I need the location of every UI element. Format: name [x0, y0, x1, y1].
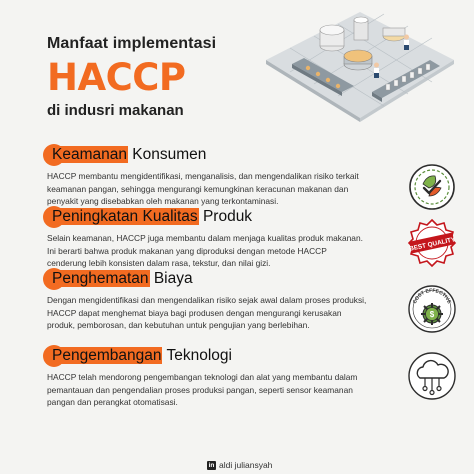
- title-highlight: Keamanan: [52, 146, 127, 163]
- title-rest: Konsumen: [127, 146, 207, 163]
- food-safety-check-icon: [407, 162, 457, 212]
- footer-credit: [207, 460, 272, 470]
- main-title: HACCP: [47, 56, 186, 99]
- title-rest: Biaya: [149, 270, 193, 287]
- sub-title: di indusri makanan: [47, 102, 184, 119]
- section-body: HACCP telah mendorong pengembangan teknologi dan alat yang membantu dalam pemantauan dan pengendalian proses produksi pangan, seperti sensor keamanan pangan dan perangkat otomatisasi.: [47, 372, 358, 408]
- badge-text: COST EFFECTIVE: [412, 287, 452, 305]
- author-name: aldi juliansyah: [219, 460, 273, 470]
- section-title: [47, 268, 457, 290]
- title-highlight: Penghematan: [52, 270, 149, 287]
- linkedin-icon: in: [208, 461, 215, 469]
- section-body: HACCP membantu mengidentifikasi, menganalisis, dan mengendalikan risiko terkait keamanan pangan, sehingga mengurangi kemungkinan keracunan makanan dan penyakit yang disebabkan oleh makanan yang terkontaminasi.: [47, 171, 359, 207]
- cloud-network-icon: [407, 351, 457, 401]
- section-penghematan-biaya: [47, 268, 457, 332]
- section-title: [47, 144, 457, 166]
- section-title: [47, 345, 457, 367]
- best-quality-stamp-icon: [407, 218, 457, 268]
- header: [47, 34, 267, 120]
- title-rest: Teknologi: [162, 347, 232, 364]
- section-pengembangan-teknologi: [47, 345, 457, 409]
- svg-text:$: $: [429, 310, 435, 319]
- stamp-text: BEST QUALITY: [408, 236, 456, 253]
- cost-effective-badge-icon: [407, 284, 457, 334]
- section-title: [47, 206, 457, 228]
- pre-title: Manfaat implementasi: [47, 35, 217, 52]
- factory-illustration: [262, 6, 458, 124]
- section-body: Selain keamanan, HACCP juga membantu dalam menjaga kualitas produk makanan. Ini berarti bahwa produk makanan yang diproduksi dengan metode HACCP cenderung lebih konsisten dalam rasa, tekstur, dan nilai gizi.: [47, 233, 363, 269]
- title-highlight: Peningkatan Kualitas: [52, 208, 198, 225]
- section-body: Dengan mengidentifikasi dan mengendalikan risiko sejak awal dalam proses produksi, HACCP dapat menghemat biaya bagi produsen dengan mengurangi kerusakan produk, pemborosan, dan kebutuhan untuk pengujian yang berlebihan.: [47, 295, 367, 331]
- section-keamanan-konsumen: [47, 144, 457, 208]
- section-peningkatan-kualitas: [47, 206, 457, 270]
- title-highlight: Pengembangan: [52, 347, 162, 364]
- title-rest: Produk: [198, 208, 253, 225]
